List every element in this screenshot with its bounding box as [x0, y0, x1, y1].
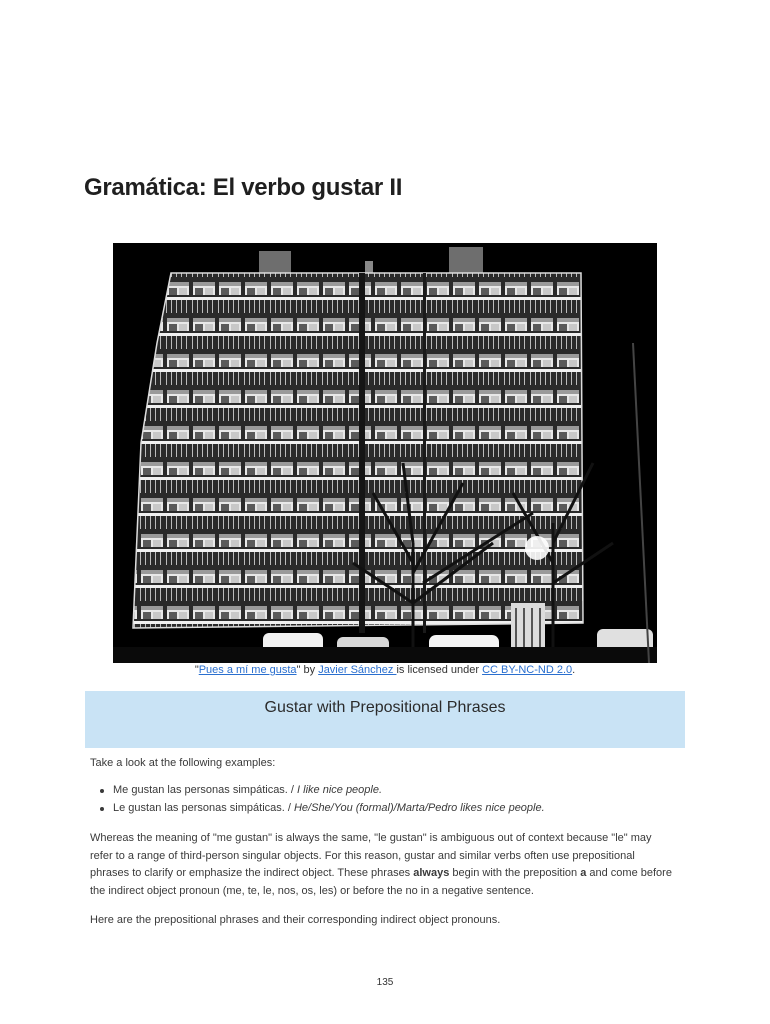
- caption-title-link[interactable]: Pues a mí me gusta: [198, 664, 297, 676]
- banner-title: Gustar with Prepositional Phrases: [264, 699, 506, 716]
- page-title: Gramática: El verbo gustar II: [84, 174, 403, 201]
- example-spanish: Me gustan las personas simpáticas. /: [113, 784, 298, 796]
- example-english: He/She/You (formal)/Marta/Pedro likes nice people.: [293, 801, 545, 814]
- caption-author-link[interactable]: Javier Sánchez: [318, 664, 397, 676]
- caption-quote-open: ": [194, 664, 199, 676]
- examples-list: [90, 782, 675, 817]
- section-banner: [85, 691, 685, 748]
- caption-quote-close: ": [296, 664, 301, 676]
- caption-end: .: [572, 664, 576, 676]
- bullet-icon: [100, 789, 104, 793]
- para2-part-c: and come before the indirect object pronoun (me, te, le, nos, os, les) or before the no in a negative sentence.: [90, 867, 672, 897]
- page-number: 135: [376, 977, 394, 988]
- para2-bold-a: a: [580, 867, 587, 879]
- list-item: [90, 800, 675, 818]
- phrases-paragraph: Here are the prepositional phrases and their corresponding indirect object pronouns.: [90, 914, 501, 926]
- list-item: [90, 782, 675, 800]
- para2-part-a: Whereas the meaning of "me gustan" is always the same, "le gustan" is ambiguous out of context because "le" may refer to a range of third-person singular objects. For this reason, gustar and similar verbs often use prepositional phrases to clarify or emphasize the indirect object. These phrases: [90, 832, 652, 879]
- caption-license-link[interactable]: CC BY-NC-ND 2.0: [482, 664, 573, 676]
- example-english: I like nice people.: [297, 784, 383, 796]
- example-spanish: Le gustan las personas simpáticas. /: [113, 801, 294, 814]
- para2-bold-always: always: [413, 867, 450, 879]
- bullet-icon: [100, 807, 104, 811]
- building-photo: [113, 243, 657, 663]
- para2-part-b: begin with the preposition: [449, 867, 581, 879]
- figure-caption: [0, 664, 770, 676]
- caption-licensed: is licensed under: [396, 664, 483, 676]
- explanation-paragraph: [90, 830, 675, 900]
- caption-by: by: [300, 664, 319, 676]
- intro-text: Take a look at the following examples:: [90, 757, 276, 769]
